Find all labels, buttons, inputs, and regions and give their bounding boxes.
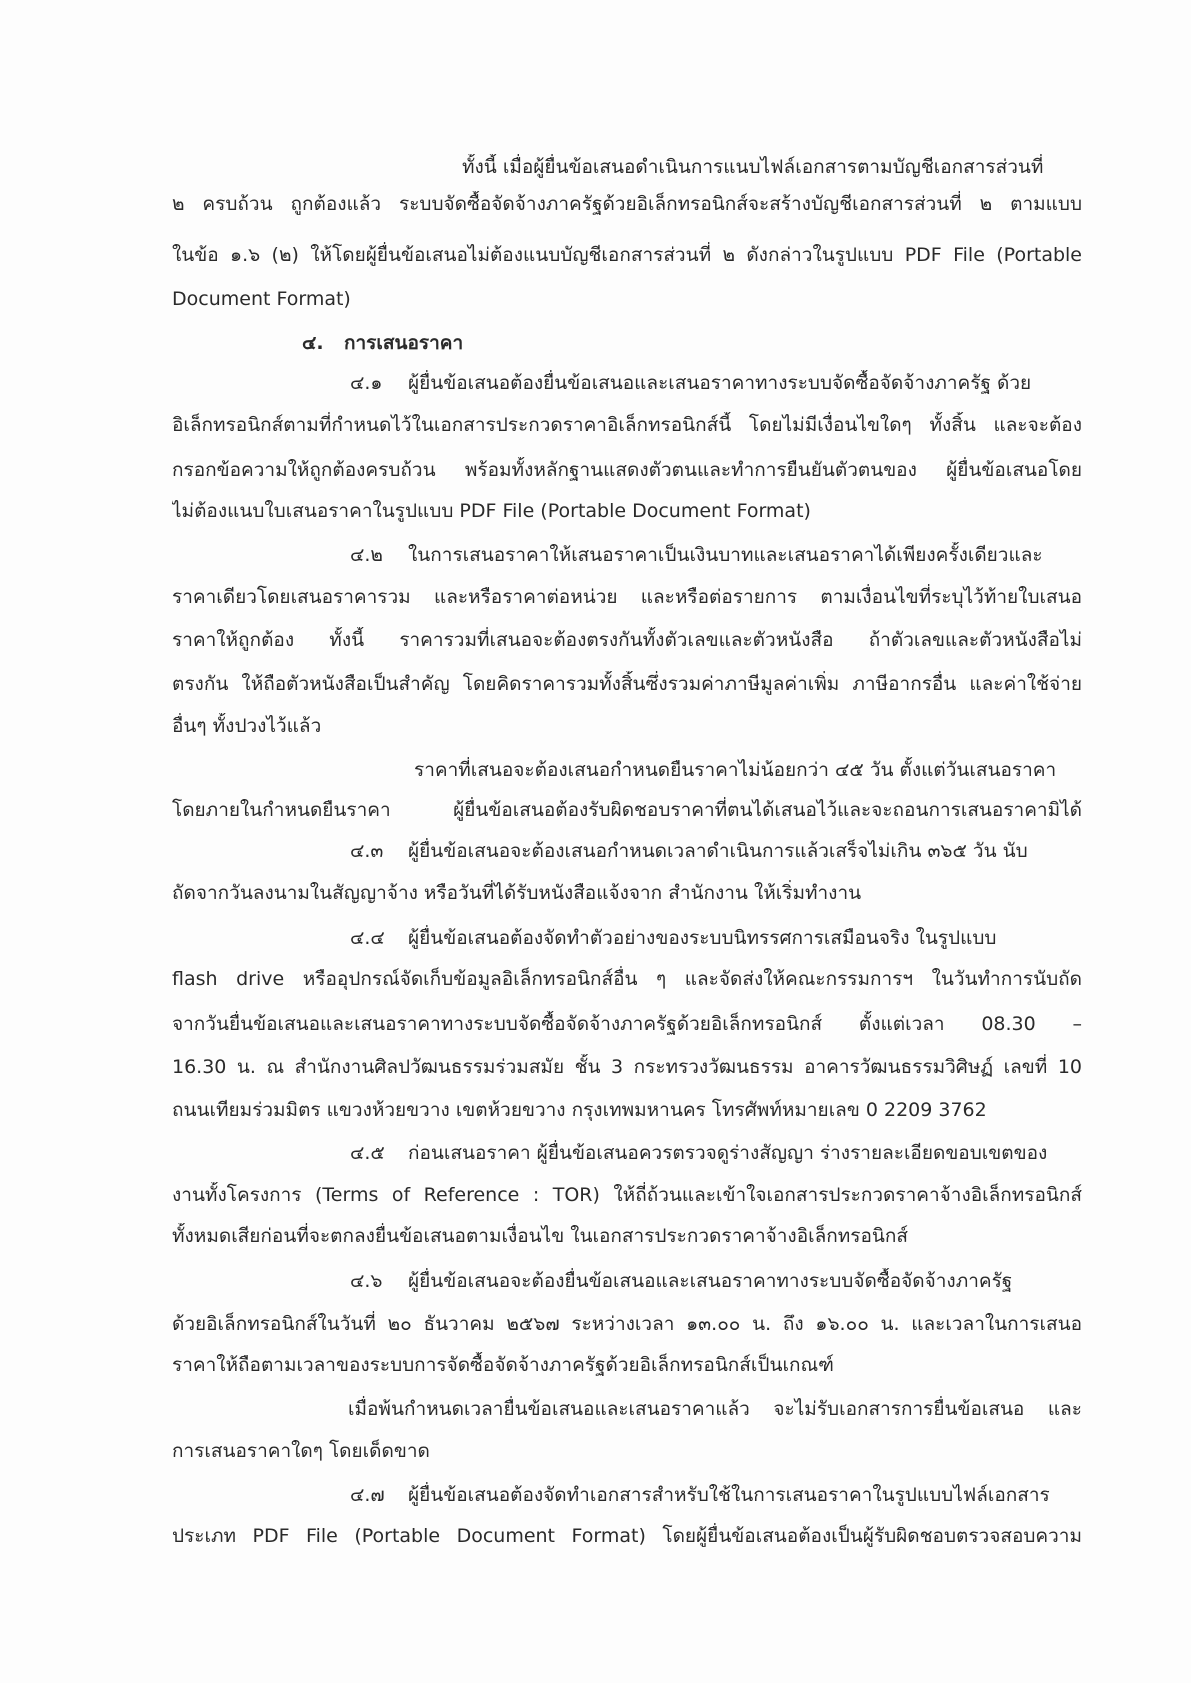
clause-4-5-first-line [350, 1140, 1082, 1166]
clause-4-1-line-3: กรอกข้อความให้ถูกต้องครบถ้วน พร้อมทั้งหลักฐานแสดงตัวตนและทำการยืนยันตัวตนของ ผู้ยื่นข้อเสนอโดย [172, 459, 1082, 481]
clause-text: ก่อนเสนอราคา ผู้ยื่นข้อเสนอควรตรวจดูร่างสัญญา ร่างรายละเอียดขอบเขตของ [408, 1142, 1048, 1164]
section-heading [302, 330, 702, 356]
clause-text: ผู้ยื่นข้อเสนอจะต้องยื่นข้อเสนอและเสนอราคาทางระบบจัดซื้อจัดจ้างภาครัฐ [408, 1270, 1013, 1292]
clause-number: ๔.๕ [350, 1142, 385, 1164]
clause-4-7-first-line [350, 1482, 1082, 1508]
clause-text: ผู้ยื่นข้อเสนอต้องยื่นข้อเสนอและเสนอราคาทางระบบจัดซื้อจัดจ้างภาครัฐ ด้วย [408, 372, 1032, 394]
clause-4-2-line-6: ราคาที่เสนอจะต้องเสนอกำหนดยืนราคาไม่น้อยกว่า ๔๕ วัน ตั้งแต่วันเสนอราคา [414, 759, 1057, 781]
clause-text: ในการเสนอราคาให้เสนอราคาเป็นเงินบาทและเสนอราคาได้เพียงครั้งเดียวและ [408, 544, 1043, 566]
clause-number: ๔.๔ [350, 927, 385, 949]
intro-line-3: ในข้อ ๑.๖ (๒) ให้โดยผู้ยื่นข้อเสนอไม่ต้องแนบบัญชีเอกสารส่วนที่ ๒ ดังกล่าวในรูปแบบ PDF File (Portable [172, 244, 1082, 266]
clause-number: ๔.๒ [350, 544, 383, 566]
clause-4-3-first-line [350, 838, 1082, 864]
clause-text: ผู้ยื่นข้อเสนอต้องจัดทำตัวอย่างของระบบนิทรรศการเสมือนจริง ในรูปแบบ [408, 927, 997, 949]
clause-4-2-line-4: ตรงกัน ให้ถือตัวหนังสือเป็นสำคัญ โดยคิดราคารวมทั้งสิ้นซึ่งรวมค่าภาษีมูลค่าเพิ่ม ภาษีอากรอื่น และค่าใช้จ่าย [172, 673, 1082, 695]
clause-4-7-line-2: ประเภท PDF File (Portable Document Format) โดยผู้ยื่นข้อเสนอต้องเป็นผู้รับผิดชอบตรวจสอบความ [172, 1525, 1082, 1547]
clause-4-4-line-3: จากวันยื่นข้อเสนอและเสนอราคาทางระบบจัดซื้อจัดจ้างภาครัฐด้วยอิเล็กทรอนิกส์ ตั้งแต่เวลา 08.30 – [172, 1013, 1082, 1035]
intro-line-4: Document Format) [172, 288, 351, 310]
clause-4-4-line-5: ถนนเทียมร่วมมิตร แขวงห้วยขวาง เขตห้วยขวาง กรุงเทพมหานคร โทรศัพท์หมายเลข 0 2209 3762 [172, 1099, 987, 1121]
clause-4-2-line-2: ราคาเดียวโดยเสนอราคารวม และหรือราคาต่อหน่วย และหรือต่อรายการ ตามเงื่อนไขที่ระบุไว้ท้ายใบเสนอ [172, 586, 1082, 608]
clause-4-3-line-2: ถัดจากวันลงนามในสัญญาจ้าง หรือวันที่ได้รับหนังสือแจ้งจาก สำนักงาน ให้เริ่มทำงาน [172, 882, 862, 904]
clause-number: ๔.๓ [350, 840, 384, 862]
clause-text: ผู้ยื่นข้อเสนอต้องจัดทำเอกสารสำหรับใช้ในการเสนอราคาในรูปแบบไฟล์เอกสาร [408, 1484, 1050, 1506]
intro-line-1: ทั้งนี้ เมื่อผู้ยื่นข้อเสนอดำเนินการแนบไฟล์เอกสารตามบัญชีเอกสารส่วนที่ [462, 156, 1044, 178]
clause-4-4-line-2: flash drive หรืออุปกรณ์จัดเก็บข้อมูลอิเล็กทรอนิกส์อื่น ๆ และจัดส่งให้คณะกรรมการฯ ในวันทำการนับถัด [172, 968, 1082, 990]
clause-4-6-first-line [350, 1268, 1082, 1294]
clause-text: ผู้ยื่นข้อเสนอจะต้องเสนอกำหนดเวลาดำเนินการแล้วเสร็จไม่เกิน ๓๖๕ วัน นับ [408, 840, 1028, 862]
clause-4-5-line-2: งานทั้งโครงการ (Terms of Reference : TOR) ให้ถี่ถ้วนและเข้าใจเอกสารประกวดราคาจ้างอิเล็กทรอนิกส์ [172, 1184, 1082, 1206]
clause-number: ๔.๑ [350, 372, 383, 394]
clause-number: ๔.๖ [350, 1270, 383, 1292]
clause-4-4-line-4: 16.30 น. ณ สำนักงานศิลปวัฒนธรรมร่วมสมัย ชั้น 3 กระทรวงวัฒนธรรม อาคารวัฒนธรรมวิศิษฏ์ เลขที่ 10 [172, 1056, 1082, 1078]
clause-number: ๔.๗ [350, 1484, 385, 1506]
intro-line-2: ๒ ครบถ้วน ถูกต้องแล้ว ระบบจัดซื้อจัดจ้างภาครัฐด้วยอิเล็กทรอนิกส์จะสร้างบัญชีเอกสารส่วนที่ ๒ ตามแบบ [172, 193, 1082, 215]
clause-4-2-line-5: อื่นๆ ทั้งปวงไว้แล้ว [172, 715, 322, 737]
clause-4-6-line-3: ราคาให้ถือตามเวลาของระบบการจัดซื้อจัดจ้างภาครัฐด้วยอิเล็กทรอนิกส์เป็นเกณฑ์ [172, 1354, 834, 1376]
clause-4-6-line-5: การเสนอราคาใดๆ โดยเด็ดขาด [172, 1440, 430, 1462]
clause-4-4-first-line [350, 925, 1082, 951]
section-title: การเสนอราคา [344, 332, 464, 354]
section-number: ๔. [302, 332, 324, 354]
clause-4-2-line-7: โดยภายในกำหนดยืนราคา ผู้ยื่นข้อเสนอต้องรับผิดชอบราคาที่ตนได้เสนอไว้และจะถอนการเสนอราคามิได้ [172, 799, 1082, 821]
clause-4-6-line-2: ด้วยอิเล็กทรอนิกส์ในวันที่ ๒๐ ธันวาคม ๒๕๖๗ ระหว่างเวลา ๑๓.๐๐ น. ถึง ๑๖.๐๐ น. และเวลาในการเสนอ [172, 1313, 1082, 1335]
clause-4-1-line-2: อิเล็กทรอนิกส์ตามที่กำหนดไว้ในเอกสารประกวดราคาอิเล็กทรอนิกส์นี้ โดยไม่มีเงื่อนไขใดๆ ทั้งสิ้น และจะต้อง [172, 414, 1082, 436]
clause-4-1-first-line [350, 370, 1082, 396]
clause-4-1-line-4: ไม่ต้องแนบใบเสนอราคาในรูปแบบ PDF File (Portable Document Format) [172, 500, 811, 522]
clause-4-2-first-line [350, 542, 1082, 568]
clause-4-5-line-3: ทั้งหมดเสียก่อนที่จะตกลงยื่นข้อเสนอตามเงื่อนไข ในเอกสารประกวดราคาจ้างอิเล็กทรอนิกส์ [172, 1225, 908, 1247]
clause-4-2-line-3: ราคาให้ถูกต้อง ทั้งนี้ ราคารวมที่เสนอจะต้องตรงกันทั้งตัวเลขและตัวหนังสือ ถ้าตัวเลขและตัวหนังสือไม่ [172, 629, 1082, 651]
clause-4-6-line-4: เมื่อพ้นกำหนดเวลายื่นข้อเสนอและเสนอราคาแล้ว จะไม่รับเอกสารการยื่นข้อเสนอ และ [348, 1398, 1082, 1420]
